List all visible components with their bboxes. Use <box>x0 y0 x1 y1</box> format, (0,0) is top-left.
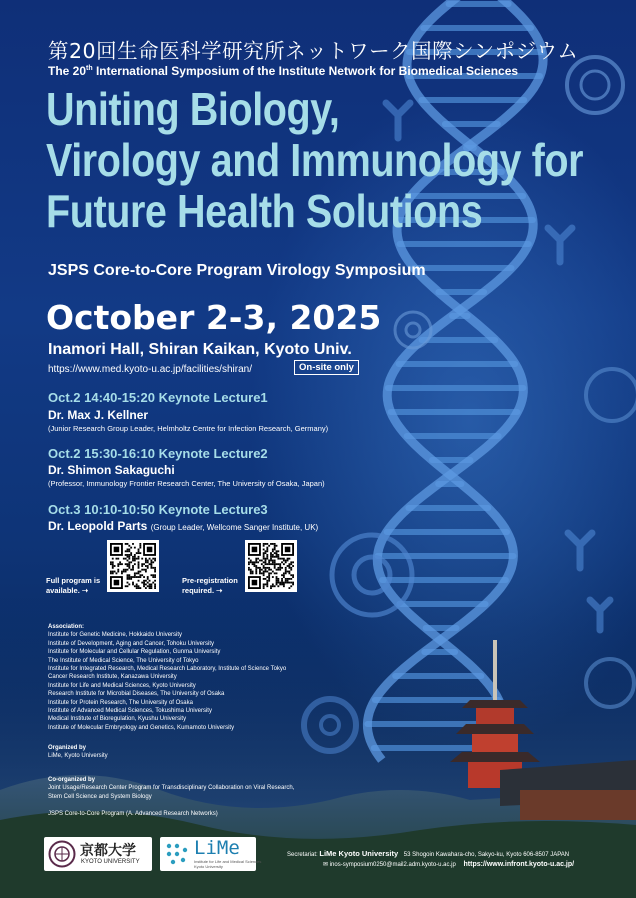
headline <box>46 84 636 237</box>
kyoto-university-logo: 京都大学 KYOTO UNIVERSITY <box>44 837 152 871</box>
headline-line: Uniting Biology, <box>46 83 340 135</box>
lecture1-affiliation: (Junior Research Group Leader, Helmholtz Centre for Infection Research, Germany) <box>48 424 329 433</box>
qr-code-registration[interactable] <box>245 540 297 592</box>
association-item: Research Institute for Microbial Diseases, The University of Osaka <box>48 691 225 698</box>
lime-logo: LiMe Institute for Life and Medical Sciences Kyoto University <box>160 837 256 871</box>
contact-line <box>323 861 574 868</box>
association-item: Medical Institute of Bioregulation, Kyushu University <box>48 716 187 723</box>
association-item: Institute for Molecular and Cellular Regulation, Gunma University <box>48 649 221 656</box>
lime-dots-icon <box>164 841 190 867</box>
association-heading: Association: <box>48 624 85 630</box>
headline-line: Virology and Immunology for <box>46 134 584 186</box>
qr-registration-caption: Pre-registration required. ➝ <box>182 576 238 595</box>
mail-icon: ✉ <box>323 862 329 868</box>
association-item: Institute for Integrated Research, Medical Research Laboratory, Institute of Science Tokyo <box>48 666 287 673</box>
venue-url-link[interactable]: https://www.med.kyoto-u.ac.jp/facilities/shiran/ <box>48 364 252 375</box>
association-item: Institute of Development, Aging and Cancer, Tohoku University <box>48 640 214 647</box>
qr-code-icon <box>248 543 294 589</box>
association-item: The Institute of Medical Science, The University of Tokyo <box>48 657 199 664</box>
headline-line: Future Health Solutions <box>46 185 483 237</box>
english-subtitle: The 20th International Symposium of the Institute Network for Biomedical Sciences <box>48 64 519 78</box>
onsite-badge: On-site only <box>294 360 359 375</box>
lecture3-time: Oct.3 10:10-10:50 Keynote Lecture3 <box>48 502 268 517</box>
association-item: Institute of Advanced Medical Sciences, Tokushima University <box>48 708 212 715</box>
organized-by: Organized by LiMe, Kyoto University <box>48 745 108 760</box>
lecture3-affiliation: (Group Leader, Wellcome Sanger Institute, UK) <box>150 523 319 532</box>
jsps-note: JSPS Core-to-Core Program (A. Advanced Research Networks) <box>48 811 218 817</box>
association-list <box>48 623 286 732</box>
event-date: October 2-3, 2025 <box>46 298 382 337</box>
program-name: JSPS Core-to-Core Program Virology Symposium <box>48 262 426 279</box>
qr-program-caption: Full program is available. ➝ <box>46 576 101 595</box>
association-item: Institute for Protein Research, The University of Osaka <box>48 699 193 706</box>
lecture2-affiliation: (Professor, Immunology Frontier Research Center, The University of Osaka, Japan) <box>48 479 325 488</box>
lecture1-speaker: Dr. Max J. Kellner <box>48 408 149 422</box>
lecture2-time: Oct.2 15:30-16:10 Keynote Lecture2 <box>48 446 268 461</box>
association-item: Institute of Molecular Embryology and Genetics, Kumamoto University <box>48 724 235 731</box>
association-item: Institute for Life and Medical Sciences, Kyoto University <box>48 682 196 689</box>
qr-code-icon <box>110 543 156 589</box>
contact-email-link[interactable]: inos-symposium0250@mail2.adm.kyoto-u.ac.jp <box>329 862 456 868</box>
website-link[interactable]: https://www.infront.kyoto-u.ac.jp/ <box>463 861 575 868</box>
lecture1-time: Oct.2 14:40-15:20 Keynote Lecture1 <box>48 390 268 405</box>
qr-code-program[interactable] <box>107 540 159 592</box>
university-crest-icon <box>48 840 76 868</box>
lecture3-speaker: Dr. Leopold Parts (Group Leader, Wellcome Sanger Institute, UK) <box>48 519 319 533</box>
association-item: Institute for Genetic Medicine, Hokkaido University <box>48 632 183 639</box>
venue: Inamori Hall, Shiran Kaikan, Kyoto Univ. <box>48 341 352 358</box>
coorganized-by: Co-organized by Joint Usage/Research Center Program for Transdisciplinary Collaboration on Viral Research, Stem Cell Science and System Biology <box>48 777 295 800</box>
japanese-title: 第20回生命医科学研究所ネットワーク国際シンポジウム <box>48 39 579 63</box>
association-item: Cancer Research Institute, Kanazawa University <box>48 674 177 681</box>
lecture2-speaker: Dr. Shimon Sakaguchi <box>48 463 175 477</box>
secretariat: Secretariat: LiMe Kyoto University 53 Shogoin Kawahara-cho, Sakyo-ku, Kyoto 606-8507 JAPAN <box>287 849 570 858</box>
